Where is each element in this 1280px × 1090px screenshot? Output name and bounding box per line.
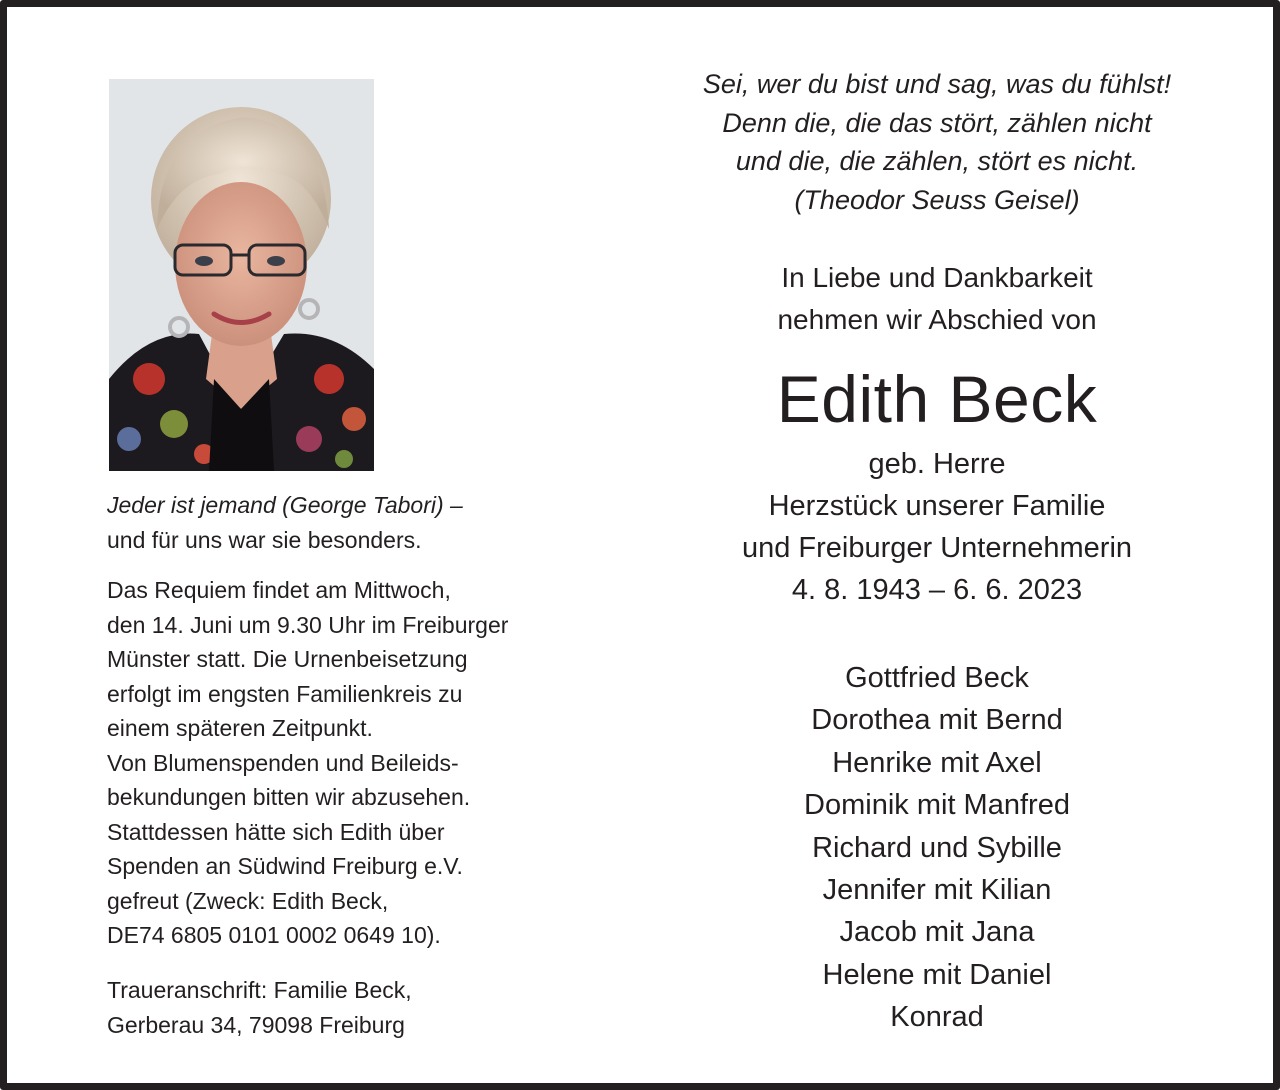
detail-line: Herzstück unserer Familie	[768, 490, 1106, 522]
portrait-photo	[109, 79, 374, 471]
family-member: Jacob mit Jana	[839, 916, 1035, 949]
requiem-info	[107, 573, 587, 953]
requiem-line: erfolgt im engsten Familienkreis zu	[107, 680, 463, 707]
quote-line: Denn die, die das stört, zählen nicht	[722, 107, 1152, 138]
address-line: Traueranschrift: Familie Beck,	[107, 977, 412, 1003]
requiem-line: gefreut (Zweck: Edith Beck,	[107, 887, 389, 914]
family-list	[637, 657, 1237, 1039]
quote-block	[637, 65, 1237, 219]
requiem-line: Münster statt. Die Urnenbeisetzung	[107, 646, 468, 672]
family-member: Helene mit Daniel	[822, 958, 1052, 991]
family-member: Jennifer mit Kilian	[822, 874, 1052, 907]
intro-line: In Liebe und Dankbarkeit	[781, 262, 1093, 293]
family-member: Dominik mit Manfred	[804, 789, 1070, 822]
deceased-name: Edith Beck	[776, 362, 1098, 436]
requiem-line: DE74 6805 0101 0002 0649 10).	[107, 922, 441, 948]
mourning-address	[107, 973, 587, 1042]
family-member: Henrike mit Axel	[832, 746, 1042, 779]
detail-line: und Freiburger Unternehmerin	[741, 532, 1133, 564]
quote-attribution: (Theodor Seuss Geisel)	[794, 184, 1080, 215]
address-line: Gerberau 34, 79098 Freiburg	[107, 1011, 405, 1038]
requiem-line: Das Requiem findet am Mittwoch,	[107, 577, 451, 603]
motto-block	[107, 488, 587, 557]
intro-line: nehmen wir Abschied von	[777, 304, 1097, 335]
requiem-line: den 14. Juni um 9.30 Uhr im Freiburger	[107, 611, 509, 638]
quote-line: Sei, wer du bist und sag, was du fühlst!	[702, 69, 1172, 99]
family-member: Dorothea mit Bernd	[811, 704, 1063, 737]
life-dates: 4. 8. 1943 – 6. 6. 2023	[791, 574, 1083, 606]
requiem-line: Stattdessen hätte sich Edith über	[107, 818, 445, 845]
requiem-line: einem späteren Zeitpunkt.	[107, 715, 373, 741]
quote-line: und die, die zählen, stört es nicht.	[735, 146, 1139, 176]
deceased-details	[637, 443, 1237, 611]
motto-line: Jeder ist jemand (George Tabori) –	[107, 492, 463, 518]
birth-name: geb. Herre	[868, 448, 1006, 480]
portrait-illustration	[109, 79, 374, 471]
family-member: Richard und Sybille	[812, 831, 1062, 864]
family-member: Konrad	[890, 1001, 984, 1034]
requiem-line: bekundungen bitten wir abzusehen.	[107, 784, 471, 810]
requiem-line: Von Blumenspenden und Beileids-	[107, 749, 459, 776]
farewell-intro	[637, 257, 1237, 341]
requiem-line: Spenden an Südwind Freiburg e.V.	[107, 853, 463, 879]
motto-line: und für uns war sie besonders.	[107, 526, 422, 553]
family-member: Gottfried Beck	[845, 662, 1029, 694]
